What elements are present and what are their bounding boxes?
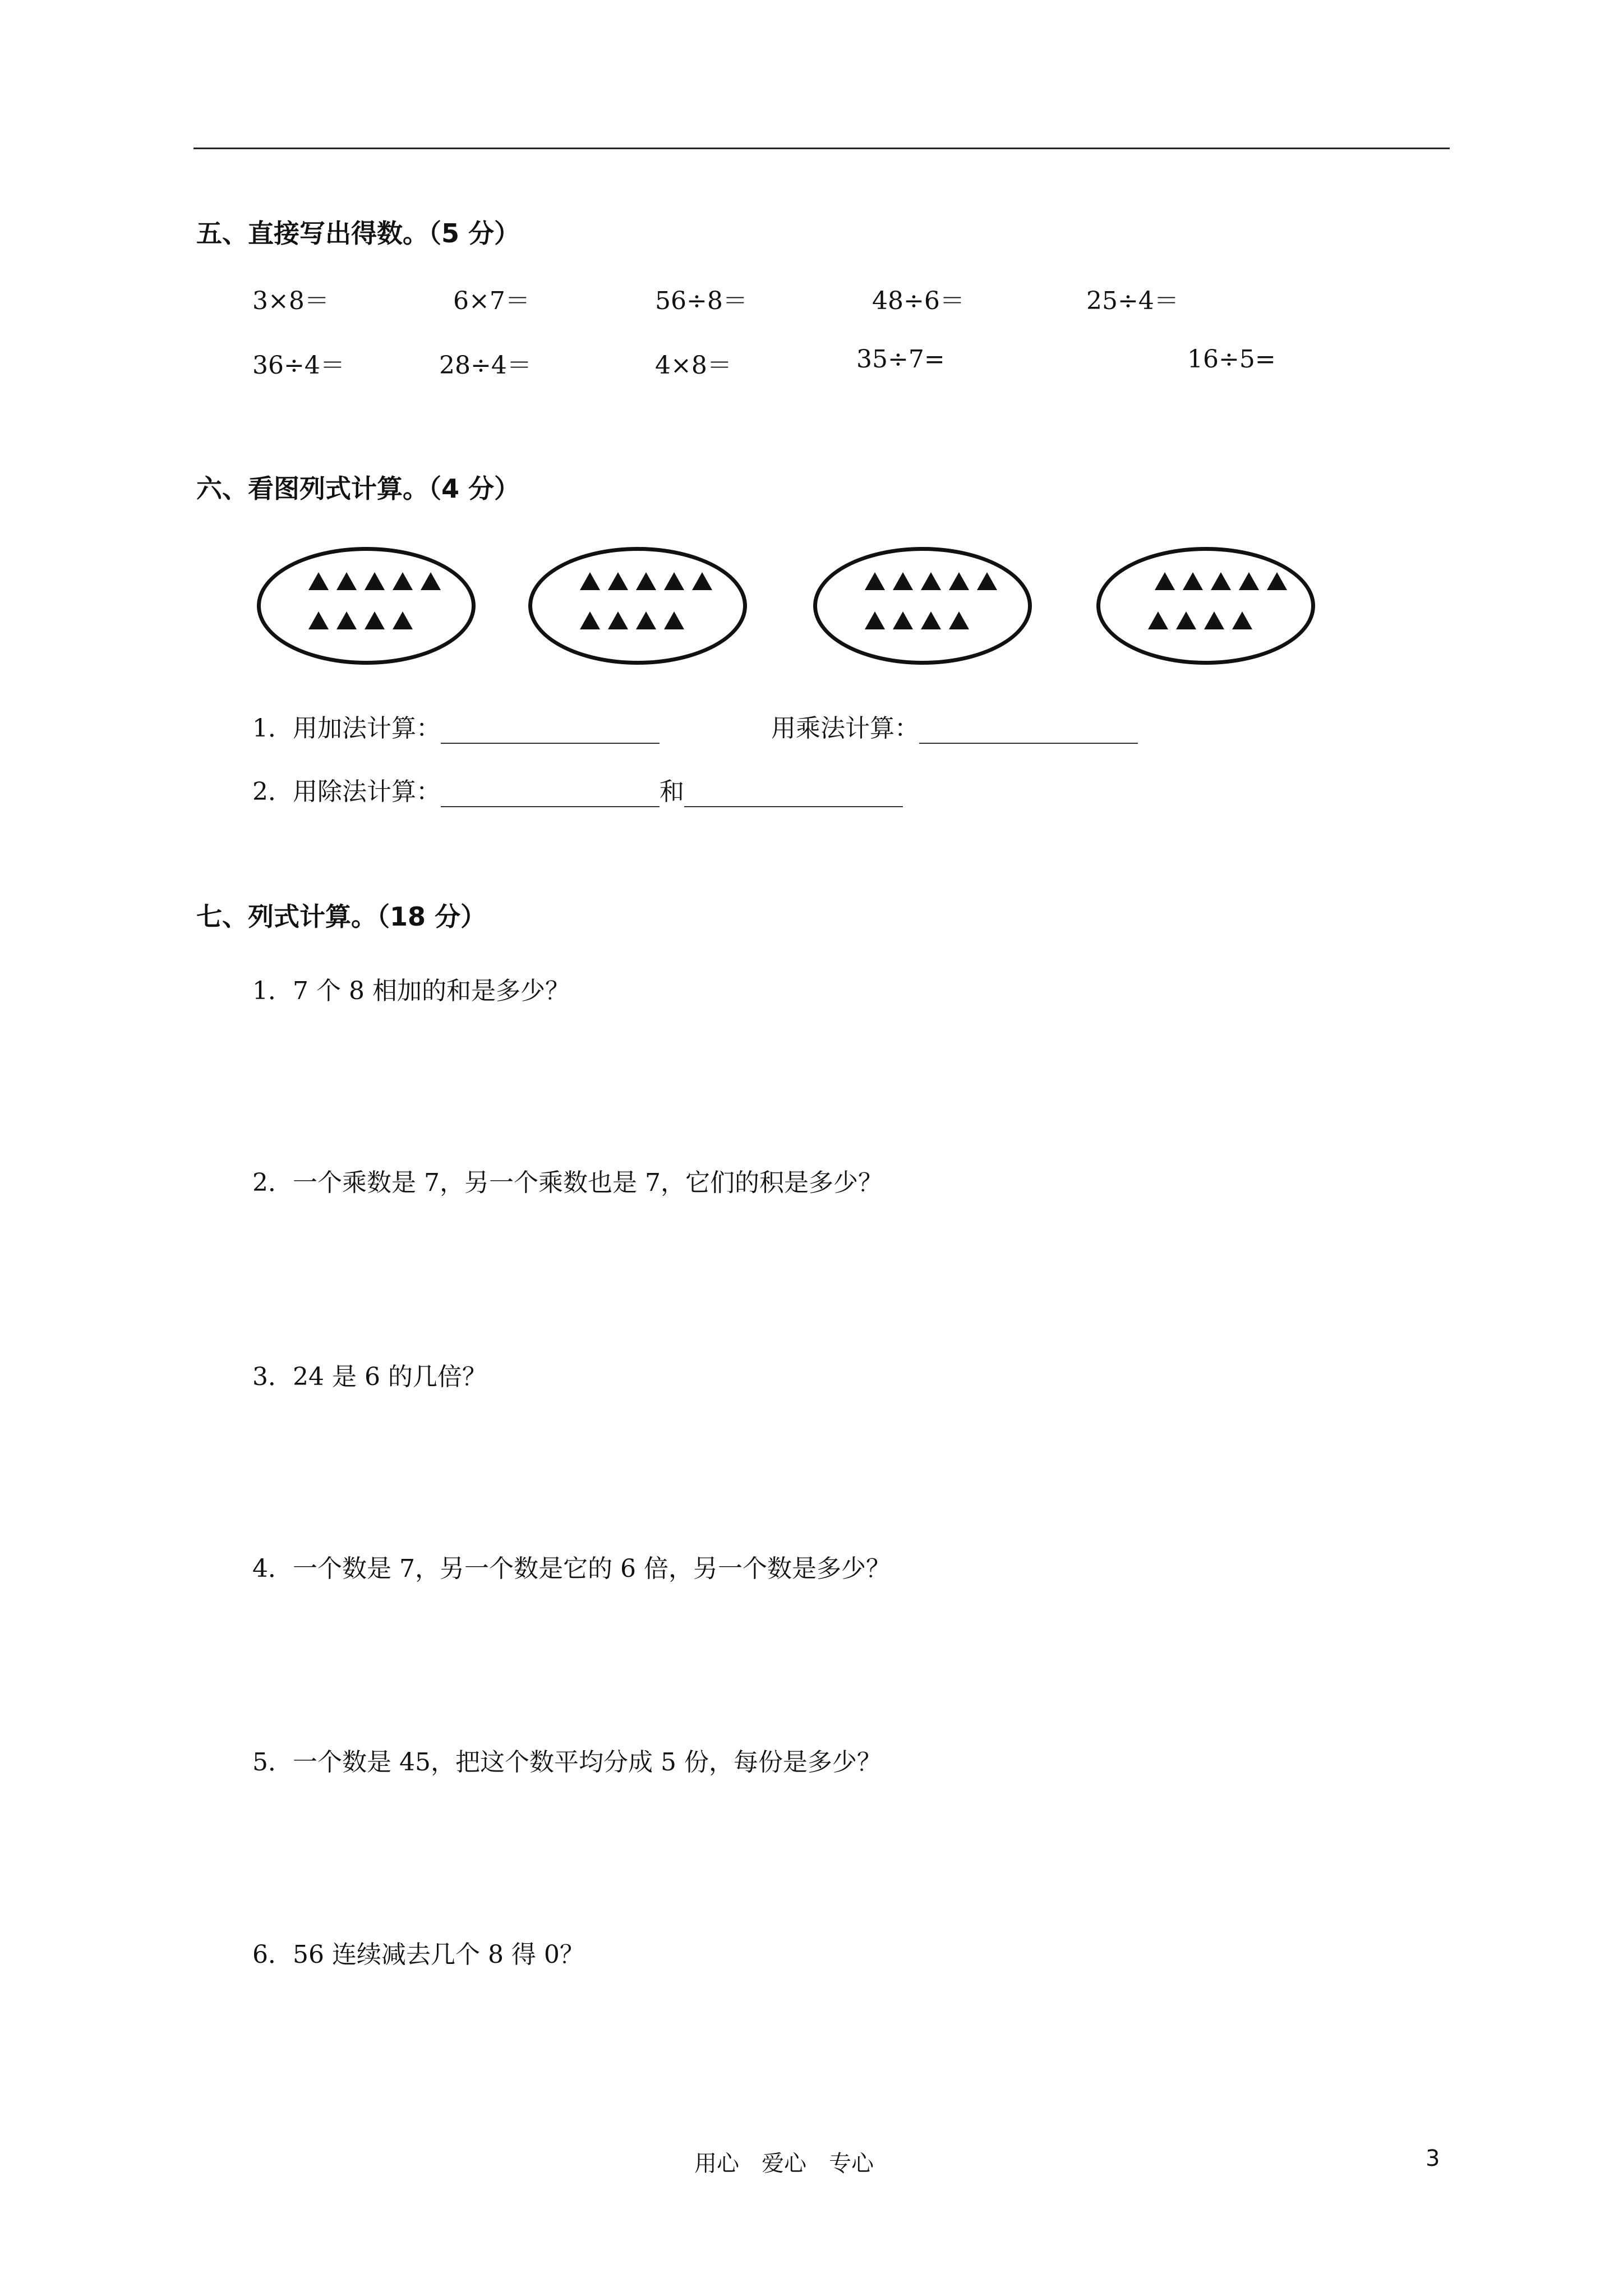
- word-problem: 1．7 个 8 相加的和是多少？: [252, 977, 570, 1005]
- triangle-icon: [1239, 572, 1259, 590]
- arith-item: 4×8＝: [655, 351, 732, 380]
- triangle-icon: [1267, 572, 1287, 590]
- triangle-icon: [1176, 611, 1196, 629]
- triangle-icon: [1204, 611, 1224, 629]
- triangle-icon: [336, 572, 357, 590]
- word-problem: 4．一个数是 7，另一个数是它的 6 倍，另一个数是多少？: [252, 1554, 891, 1583]
- q1-mult-label: 用乘法计算：: [771, 714, 919, 743]
- arith-item: 48÷6＝: [872, 287, 965, 315]
- triangle-row: [308, 611, 413, 629]
- triangle-icon: [865, 611, 885, 629]
- arith-item: 36÷4＝: [252, 351, 345, 380]
- triangle-group-oval: [813, 547, 1032, 665]
- triangle-icon: [608, 572, 628, 590]
- q2-div-answer-blank-1[interactable]: [441, 784, 660, 807]
- q1-add-answer-blank[interactable]: [441, 720, 660, 744]
- arith-item: 25÷4＝: [1086, 287, 1179, 315]
- q1-add-label: 1．用加法计算：: [252, 714, 441, 743]
- q2-line: [252, 771, 903, 807]
- triangle-icon: [1183, 572, 1203, 590]
- triangle-group-oval: [528, 547, 747, 665]
- triangle-icon: [949, 572, 969, 590]
- q2-div-answer-blank-2[interactable]: [684, 784, 903, 807]
- q1-line: [252, 708, 660, 744]
- triangle-icon: [580, 611, 600, 629]
- section-6-title: 六、看图列式计算。（4 分）: [196, 473, 520, 504]
- triangle-icon: [1211, 572, 1231, 590]
- triangle-icon: [636, 611, 656, 629]
- triangle-icon: [977, 572, 997, 590]
- triangle-group-oval: [257, 547, 476, 665]
- triangle-icon: [921, 572, 941, 590]
- triangle-icon: [893, 572, 913, 590]
- header-rule: [193, 148, 1450, 149]
- word-problem: 2．一个乘数是 7，另一个乘数也是 7，它们的积是多少？: [252, 1168, 883, 1197]
- section-5-title: 五、直接写出得数。（5 分）: [196, 218, 520, 249]
- triangle-icon: [664, 572, 684, 590]
- arith-item: 16÷5=: [1187, 345, 1276, 374]
- triangle-icon: [393, 611, 413, 629]
- triangle-icon: [1148, 611, 1168, 629]
- triangle-icon: [664, 611, 684, 629]
- triangle-row: [308, 572, 441, 590]
- word-problem: 6．56 连续减去几个 8 得 0？: [252, 1940, 584, 1969]
- triangle-icon: [365, 611, 385, 629]
- word-problem: 5．一个数是 45，把这个数平均分成 5 份，每份是多少？: [252, 1748, 882, 1777]
- triangle-icon: [580, 572, 600, 590]
- arith-item: 35÷7=: [856, 345, 945, 374]
- triangle-icon: [1155, 572, 1175, 590]
- triangle-row: [865, 611, 969, 629]
- triangle-icon: [692, 572, 712, 590]
- q1-mult-line: [771, 708, 1138, 744]
- word-problem: 3．24 是 6 的几倍？: [252, 1363, 487, 1391]
- triangle-icon: [949, 611, 969, 629]
- triangle-icon: [636, 572, 656, 590]
- triangle-row: [1155, 572, 1287, 590]
- triangle-icon: [308, 611, 329, 629]
- triangle-row: [865, 572, 997, 590]
- arith-item: 6×7＝: [453, 287, 530, 315]
- triangle-row: [580, 611, 684, 629]
- section-7-title: 七、列式计算。（18 分）: [196, 901, 487, 932]
- triangle-icon: [393, 572, 413, 590]
- triangle-icon: [893, 611, 913, 629]
- arith-item: 3×8＝: [252, 287, 329, 315]
- q1-mult-answer-blank[interactable]: [919, 720, 1138, 744]
- triangle-icon: [921, 611, 941, 629]
- q2-and: 和: [660, 777, 684, 806]
- triangle-icon: [1232, 611, 1252, 629]
- triangle-icon: [421, 572, 441, 590]
- triangle-row: [1148, 611, 1252, 629]
- triangle-group-oval: [1096, 547, 1315, 665]
- arith-item: 56÷8＝: [655, 287, 748, 315]
- arith-item: 28÷4＝: [439, 351, 532, 380]
- triangle-icon: [608, 611, 628, 629]
- triangle-row: [580, 572, 712, 590]
- triangle-icon: [336, 611, 357, 629]
- footer-motto: 用心 爱心 专心: [694, 2151, 874, 2177]
- page-number: 3: [1426, 2146, 1440, 2171]
- triangle-icon: [365, 572, 385, 590]
- q2-div-label: 2．用除法计算：: [252, 777, 441, 806]
- triangle-icon: [308, 572, 329, 590]
- triangle-icon: [865, 572, 885, 590]
